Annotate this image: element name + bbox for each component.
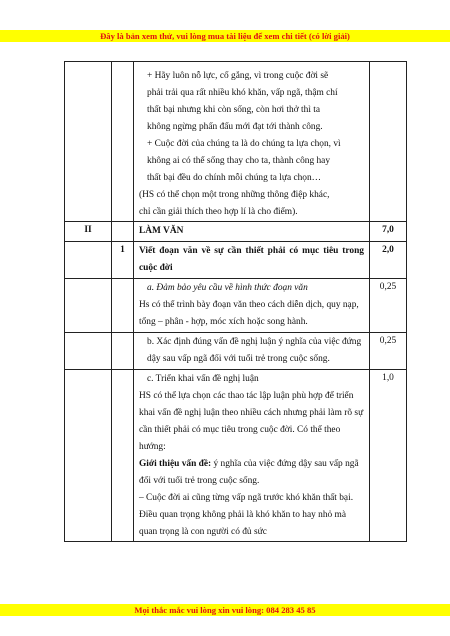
table-row xyxy=(65,333,407,370)
criterion-c-text: HS có thể lựa chọn các thao tác lập luận phù hợp để triển khai vấn đề nghị luận theo nhiều cách nhưng phải làm rõ sự cần thiết phải có mục tiêu trong cuộc đời. Có thể theo hướng: xyxy=(139,391,364,452)
criterion-b-score: 0,25 xyxy=(370,333,407,370)
preview-banner xyxy=(0,30,450,42)
criterion-c-text2: – Cuộc đời ai cũng từng vấp ngã trước khó khăn thất bại. Điều quan trọng không phải là khó khăn to hay nhỏ mà quan trọng là con người có đủ sức xyxy=(139,493,354,537)
table-row xyxy=(65,62,407,222)
criterion-b-text: b. Xác định đúng vấn đề nghị luận ý nghĩa của việc đứng dậy sau vấp ngã đối với tuổi trẻ trong cuộc sống. xyxy=(147,337,362,364)
section-title: LÀM VĂN xyxy=(139,226,184,236)
reading-answer-cell xyxy=(134,62,370,222)
criterion-c-intro xyxy=(139,456,364,490)
criterion-a-text: Hs có thể trình bày đoạn văn theo cách diễn dịch, quy nạp, tổng – phân - hợp, móc xích hoặc song hành. xyxy=(139,300,359,327)
contact-banner xyxy=(0,604,450,616)
answer-line: không ngừng phấn đấu mới đạt tới thành công. xyxy=(147,122,323,132)
answer-line: thất bại nhưng khi còn sống, còn hơi thở thì ta xyxy=(147,105,321,115)
table-row xyxy=(65,222,407,242)
table-row xyxy=(65,279,407,333)
section-score: 7,0 xyxy=(370,222,407,242)
answer-line: không ai có thể sống thay cho ta, thành công hay xyxy=(147,156,331,166)
intro-text: ý nghĩa của việc đứng dậy sau vấp ngã đối với tuổi trẻ trong cuộc sống. xyxy=(139,459,359,486)
section-number: II xyxy=(65,222,112,242)
answer-line: (HS có thể chọn một trong những thông điệp khác, xyxy=(139,190,330,200)
preview-banner-text: Đây là bản xem thử, vui lòng mua tài liệu để xem chi tiết (có lời giải) xyxy=(100,31,350,41)
answer-line: chỉ cần giải thích theo hợp lí là cho điểm). xyxy=(139,207,298,217)
intro-label: Giới thiệu vấn đề: xyxy=(139,459,212,469)
question-number: 1 xyxy=(112,242,134,279)
answer-line: + Hãy luôn nỗ lực, cố gắng, vì trong cuộc đời sẽ xyxy=(147,71,329,81)
question-score: 2,0 xyxy=(370,242,407,279)
table-row xyxy=(65,242,407,279)
criterion-a-score: 0,25 xyxy=(370,279,407,333)
criterion-a-title: a. Đảm bảo yêu cầu về hình thức đoạn văn xyxy=(147,283,308,293)
grading-table xyxy=(64,61,407,542)
table-row xyxy=(65,370,407,542)
answer-line: thất bại đều do chính mỗi chúng ta lựa chọn… xyxy=(147,173,322,183)
answer-line: + Cuộc đời của chúng ta là do chúng ta lựa chọn, vì xyxy=(147,139,341,149)
contact-banner-text: Mọi thắc mắc vui lòng xin vui lòng: 084 283 45 85 xyxy=(134,605,316,615)
question-title: Viết đoạn văn về sự cần thiết phải có mục tiêu trong cuộc đời xyxy=(139,246,364,273)
criterion-c-title: c. Triển khai vấn đề nghị luận xyxy=(147,374,259,384)
criterion-c-score: 1,0 xyxy=(370,370,407,542)
answer-line: phải trải qua rất nhiều khó khăn, vấp ngã, thậm chí xyxy=(147,88,338,98)
